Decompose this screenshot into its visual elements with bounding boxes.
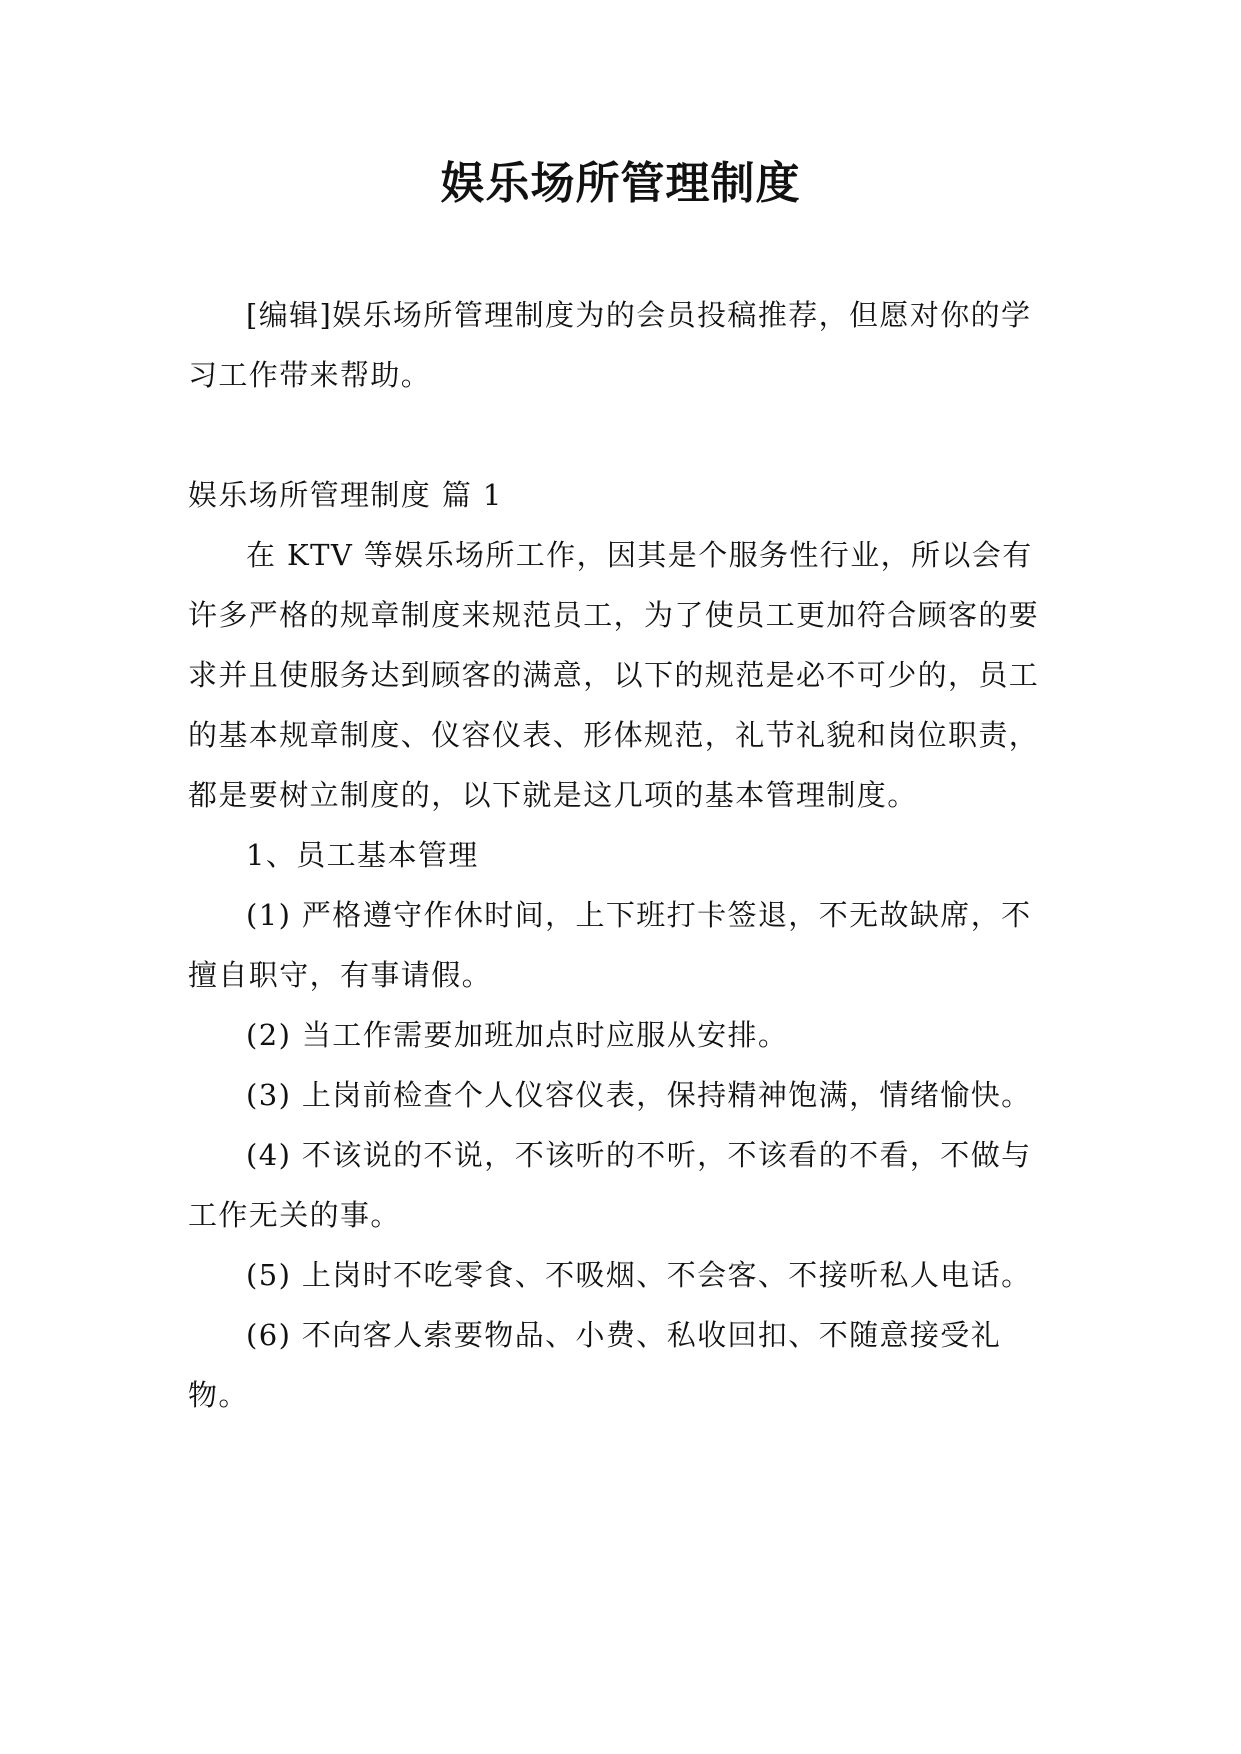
rule-item-6: (6) 不向客人索要物品、小费、私收回扣、不随意接受礼物。 — [188, 1318, 1002, 1412]
rule-item-3: (3) 上岗前检查个人仪容仪表，保持精神饱满，情绪愉快。 — [246, 1078, 1032, 1112]
paragraph-gap — [188, 405, 1054, 465]
rule-item-4: (4) 不该说的不说，不该听的不听，不该看的不看，不做与工作无关的事。 — [188, 1138, 1032, 1232]
rule-item-2: (2) 当工作需要加班加点时应服从安排。 — [246, 1018, 789, 1052]
rule-item-5: (5) 上岗时不吃零食、不吸烟、不会客、不接听私人电话。 — [246, 1258, 1032, 1292]
list-heading: 1、员工基本管理 — [246, 838, 479, 872]
section-heading: 娱乐场所管理制度 篇 1 — [188, 478, 503, 512]
rule-item-1: (1) 严格遵守作休时间，上下班打卡签退，不无故缺席，不擅自职守，有事请假。 — [188, 898, 1032, 992]
body-paragraph-1: 在 KTV 等娱乐场所工作，因其是个服务性行业，所以会有许多严格的规章制度来规范员工，为了使员工更加符合顾客的要求并且使服务达到顾客的满意，以下的规范是必不可少的，员工的基本规章制度、仪容仪表、形体规范，礼节礼貌和岗位职责，都是要树立制度的，以下就是这几项的基本管理制度。 — [188, 538, 1040, 812]
document-title: 娱乐场所管理制度 — [440, 158, 801, 209]
intro-paragraph: [编辑]娱乐场所管理制度为的会员投稿推荐，但愿对你的学习工作带来帮助。 — [188, 298, 1032, 392]
document-body — [188, 285, 1054, 1425]
